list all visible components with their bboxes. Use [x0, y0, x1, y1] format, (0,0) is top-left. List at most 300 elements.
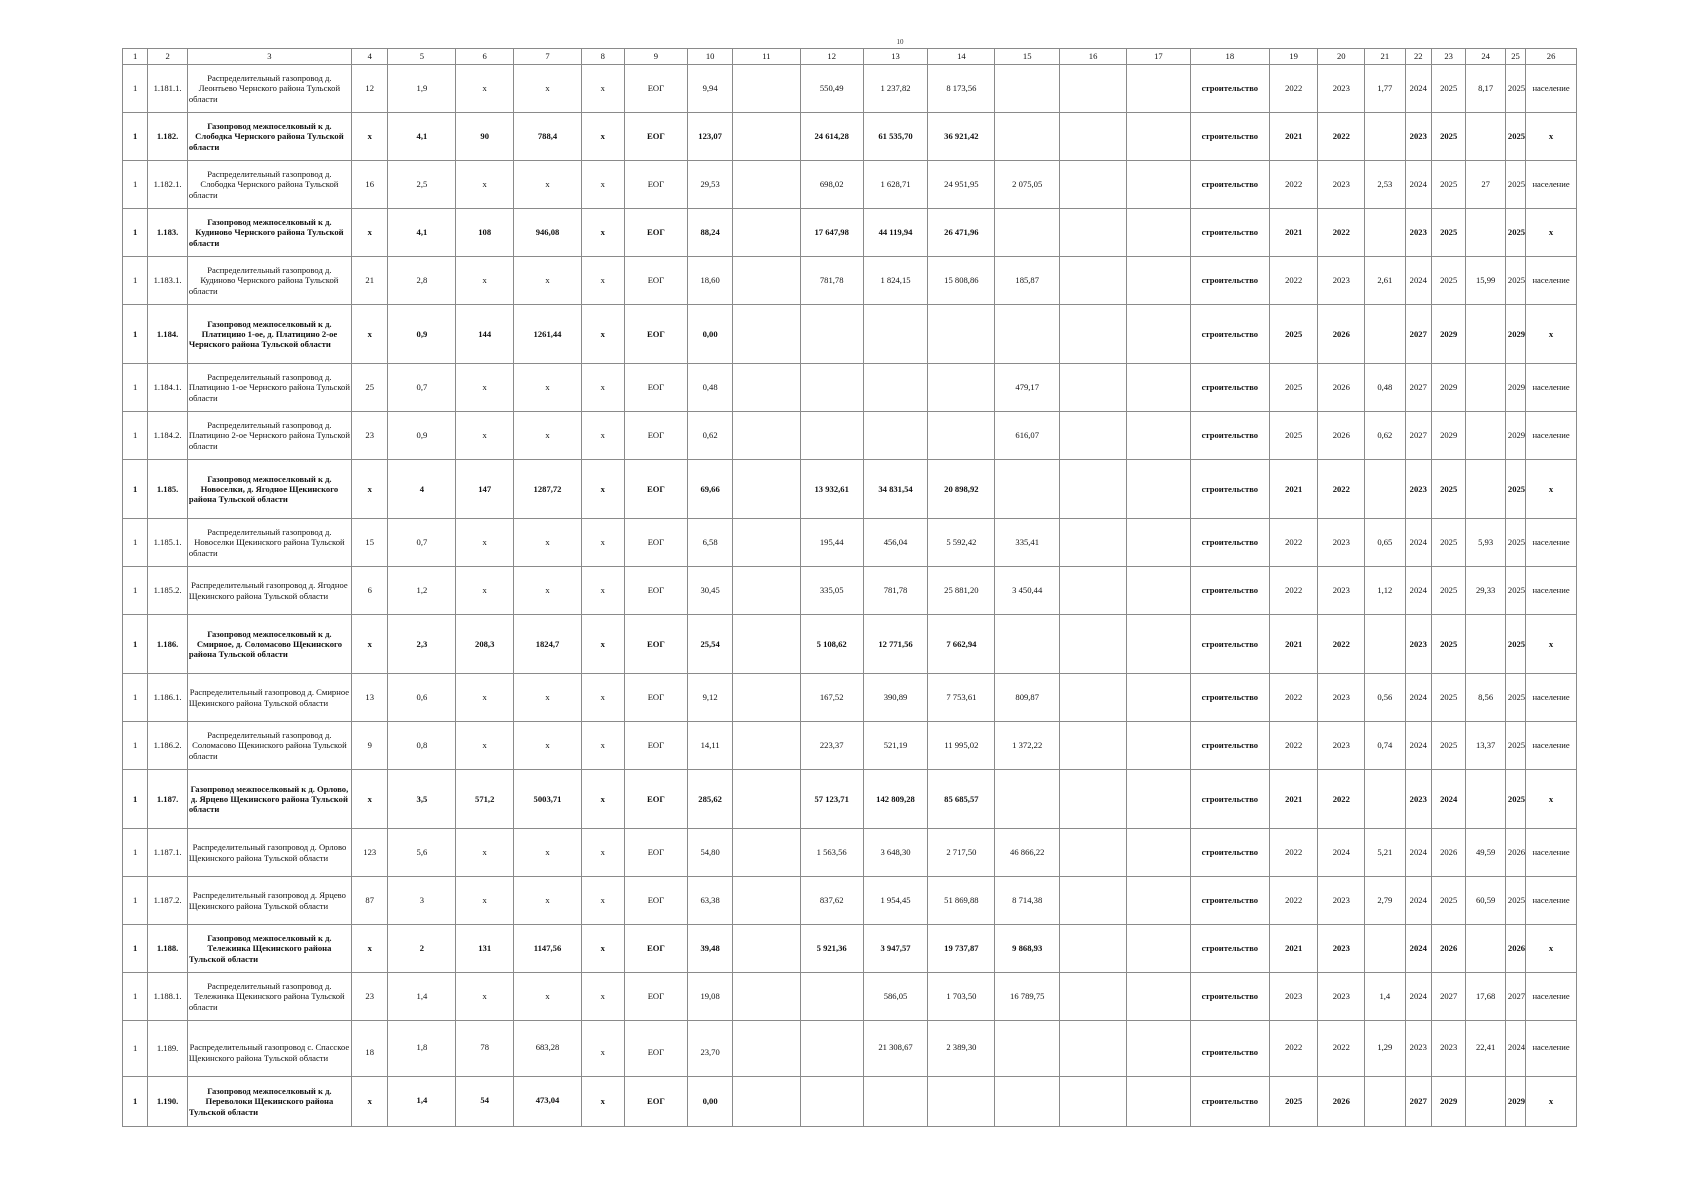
cell-col6-value: х — [456, 877, 514, 925]
cell-object-name: Распределительный газопровод д. Соломасово Щекинского района Тульской области — [187, 722, 351, 770]
cell-col6-value: 54 — [456, 1077, 514, 1127]
cell-cost-2024: 3 450,44 — [995, 567, 1060, 615]
cell-col6-value: х — [456, 65, 514, 113]
pipeline-distribution-row — [123, 519, 1577, 567]
cell-col11-value — [732, 1021, 800, 1077]
cell-col23-year: 2027 — [1431, 973, 1465, 1021]
cell-row-group: 1 — [123, 305, 148, 364]
cell-consumer-type: население — [1526, 973, 1577, 1021]
cell-col7-value: х — [514, 257, 582, 305]
cell-col21-value: 0,48 — [1365, 364, 1406, 412]
cell-total-cost: 9,94 — [688, 65, 733, 113]
cell-object-name: Газопровод межпоселковый к д. Тележинка Щекинского района Тульской области — [187, 925, 351, 973]
cell-object-name: Распределительный газопровод д. Платицино 2-ое Чернского района Тульской области — [187, 412, 351, 460]
cell-col21-value — [1365, 770, 1406, 829]
cell-col23-year: 2029 — [1431, 305, 1465, 364]
column-header: 1 — [123, 49, 148, 65]
cell-col16-value — [1060, 925, 1127, 973]
cell-start-year: 2025 — [1269, 364, 1318, 412]
cell-object-name: Распределительный газопровод д. Ярцево Щекинского района Тульской области — [187, 877, 351, 925]
cell-work-type: строительство — [1190, 209, 1269, 257]
column-header: 7 — [514, 49, 582, 65]
cell-col17-value — [1127, 412, 1191, 460]
cell-col5-value: 0,6 — [388, 674, 456, 722]
cell-cost-2024 — [995, 65, 1060, 113]
pipeline-distribution-row — [123, 364, 1577, 412]
cell-col25-year: 2025 — [1505, 113, 1525, 161]
cell-item-number: 1.183. — [148, 209, 188, 257]
cell-end-year: 2022 — [1318, 1021, 1365, 1077]
cell-col22-year: 2024 — [1405, 877, 1431, 925]
cell-consumer-type: население — [1526, 567, 1577, 615]
cell-consumer-type: х — [1526, 209, 1577, 257]
cell-col17-value — [1127, 829, 1191, 877]
cell-work-type: строительство — [1190, 460, 1269, 519]
cell-cost-2021: 24 614,28 — [800, 113, 863, 161]
cell-length-value: 6 — [351, 567, 387, 615]
pipeline-distribution-row — [123, 1021, 1577, 1077]
cell-col17-value — [1127, 722, 1191, 770]
cell-total-cost: 123,07 — [688, 113, 733, 161]
cell-cost-2022 — [863, 412, 928, 460]
cell-total-cost: 54,80 — [688, 829, 733, 877]
cell-col16-value — [1060, 364, 1127, 412]
cell-cost-2022 — [863, 1077, 928, 1127]
cell-length-value: 13 — [351, 674, 387, 722]
cell-cost-2021 — [800, 412, 863, 460]
cell-col6-value: х — [456, 161, 514, 209]
cell-col5-value: 2,8 — [388, 257, 456, 305]
cell-row-group: 1 — [123, 829, 148, 877]
cell-col25-year: 2025 — [1505, 567, 1525, 615]
cell-col21-value — [1365, 615, 1406, 674]
cell-object-name: Газопровод межпоселковый к д. Слободка Чернского района Тульской области — [187, 113, 351, 161]
cell-col7-value: х — [514, 161, 582, 209]
cell-end-year: 2026 — [1318, 412, 1365, 460]
cell-col11-value — [732, 829, 800, 877]
cell-col7-value: 473,04 — [514, 1077, 582, 1127]
column-header: 2 — [148, 49, 188, 65]
cell-object-name: Газопровод межпоселковый к д. Переволоки Щекинского района Тульской области — [187, 1077, 351, 1127]
cell-funding-source: ЕОГ — [624, 113, 688, 161]
cell-work-type: строительство — [1190, 519, 1269, 567]
cell-length-value: х — [351, 770, 387, 829]
cell-object-name: Распределительный газопровод д. Новоселки Щекинского района Тульской области — [187, 519, 351, 567]
cell-work-type: строительство — [1190, 770, 1269, 829]
cell-length-value: 12 — [351, 65, 387, 113]
cell-col8-value: х — [581, 1077, 624, 1127]
pipeline-distribution-row — [123, 674, 1577, 722]
cell-col7-value: х — [514, 412, 582, 460]
cell-end-year: 2022 — [1318, 615, 1365, 674]
cell-consumer-type: население — [1526, 257, 1577, 305]
cell-end-year: 2023 — [1318, 257, 1365, 305]
cell-length-value: 18 — [351, 1021, 387, 1077]
cell-col17-value — [1127, 567, 1191, 615]
cell-col5-value: 3 — [388, 877, 456, 925]
cell-col24-value — [1466, 305, 1506, 364]
cell-col23-year: 2025 — [1431, 257, 1465, 305]
cell-col23-year: 2025 — [1431, 209, 1465, 257]
cell-start-year: 2022 — [1269, 722, 1318, 770]
cell-row-group: 1 — [123, 674, 148, 722]
cell-length-value: 25 — [351, 364, 387, 412]
cell-start-year: 2021 — [1269, 925, 1318, 973]
cell-col16-value — [1060, 973, 1127, 1021]
cell-funding-source: ЕОГ — [624, 1021, 688, 1077]
cell-col21-value: 1,29 — [1365, 1021, 1406, 1077]
cell-col5-value: 3,5 — [388, 770, 456, 829]
cell-col16-value — [1060, 209, 1127, 257]
cell-col23-year: 2025 — [1431, 567, 1465, 615]
table-body — [123, 49, 1577, 1127]
cell-col7-value: 5003,71 — [514, 770, 582, 829]
pipeline-distribution-row — [123, 877, 1577, 925]
cell-start-year: 2021 — [1269, 770, 1318, 829]
cell-col23-year: 2025 — [1431, 674, 1465, 722]
cell-row-group: 1 — [123, 1077, 148, 1127]
column-header: 26 — [1526, 49, 1577, 65]
cell-col17-value — [1127, 973, 1191, 1021]
cell-item-number: 1.186.1. — [148, 674, 188, 722]
cell-length-value: х — [351, 305, 387, 364]
cell-col22-year: 2023 — [1405, 1021, 1431, 1077]
cell-col25-year: 2025 — [1505, 257, 1525, 305]
column-header: 6 — [456, 49, 514, 65]
cell-item-number: 1.185.1. — [148, 519, 188, 567]
cell-funding-source: ЕОГ — [624, 973, 688, 1021]
cell-length-value: х — [351, 925, 387, 973]
cell-cost-2024: 9 868,93 — [995, 925, 1060, 973]
cell-col5-value: 2 — [388, 925, 456, 973]
cell-col11-value — [732, 567, 800, 615]
cell-col11-value — [732, 877, 800, 925]
cell-row-group: 1 — [123, 113, 148, 161]
cell-col22-year: 2024 — [1405, 973, 1431, 1021]
cell-col25-year: 2029 — [1505, 1077, 1525, 1127]
cell-item-number: 1.183.1. — [148, 257, 188, 305]
cell-col23-year: 2029 — [1431, 364, 1465, 412]
cell-col24-value: 8,56 — [1466, 674, 1506, 722]
cell-start-year: 2022 — [1269, 161, 1318, 209]
cell-length-value: 87 — [351, 877, 387, 925]
cell-end-year: 2024 — [1318, 829, 1365, 877]
pipeline-main-row — [123, 113, 1577, 161]
cell-col8-value: х — [581, 973, 624, 1021]
cell-funding-source: ЕОГ — [624, 460, 688, 519]
cell-object-name: Газопровод межпоселковый к д. Орлово, д. Ярцево Щекинского района Тульской области — [187, 770, 351, 829]
cell-col5-value: 0,9 — [388, 305, 456, 364]
cell-total-cost: 69,66 — [688, 460, 733, 519]
cell-funding-source: ЕОГ — [624, 925, 688, 973]
cell-cost-2023: 7 662,94 — [928, 615, 995, 674]
cell-col7-value: х — [514, 65, 582, 113]
cell-total-cost: 9,12 — [688, 674, 733, 722]
cell-cost-2022: 586,05 — [863, 973, 928, 1021]
cell-col5-value: 2,5 — [388, 161, 456, 209]
cell-col11-value — [732, 770, 800, 829]
cell-object-name: Распределительный газопровод с. Спасское Щекинского района Тульской области — [187, 1021, 351, 1077]
cell-funding-source: ЕОГ — [624, 722, 688, 770]
cell-col22-year: 2023 — [1405, 770, 1431, 829]
cell-col16-value — [1060, 877, 1127, 925]
pipeline-distribution-row — [123, 567, 1577, 615]
cell-col17-value — [1127, 1021, 1191, 1077]
cell-cost-2024: 809,87 — [995, 674, 1060, 722]
cell-funding-source: ЕОГ — [624, 519, 688, 567]
cell-cost-2024: 2 075,05 — [995, 161, 1060, 209]
cell-length-value: х — [351, 209, 387, 257]
cell-col22-year: 2024 — [1405, 567, 1431, 615]
cell-cost-2021 — [800, 305, 863, 364]
pipeline-distribution-row — [123, 412, 1577, 460]
cell-total-cost: 285,62 — [688, 770, 733, 829]
cell-col21-value: 2,61 — [1365, 257, 1406, 305]
cell-col24-value — [1466, 113, 1506, 161]
column-header: 19 — [1269, 49, 1318, 65]
cell-cost-2021: 17 647,98 — [800, 209, 863, 257]
cell-cost-2023: 7 753,61 — [928, 674, 995, 722]
cell-col11-value — [732, 161, 800, 209]
cell-col6-value: х — [456, 722, 514, 770]
cell-total-cost: 30,45 — [688, 567, 733, 615]
cell-item-number: 1.188.1. — [148, 973, 188, 1021]
cell-item-number: 1.190. — [148, 1077, 188, 1127]
cell-col8-value: х — [581, 460, 624, 519]
cell-col21-value: 1,77 — [1365, 65, 1406, 113]
cell-col8-value: х — [581, 113, 624, 161]
column-header: 8 — [581, 49, 624, 65]
cell-item-number: 1.184.1. — [148, 364, 188, 412]
cell-work-type: строительство — [1190, 674, 1269, 722]
cell-col22-year: 2023 — [1405, 460, 1431, 519]
column-header: 13 — [863, 49, 928, 65]
cell-col7-value: 1287,72 — [514, 460, 582, 519]
cell-end-year: 2022 — [1318, 113, 1365, 161]
cell-start-year: 2023 — [1269, 973, 1318, 1021]
cell-cost-2022: 21 308,67 — [863, 1021, 928, 1077]
cell-consumer-type: население — [1526, 364, 1577, 412]
cell-col22-year: 2024 — [1405, 65, 1431, 113]
cell-col8-value: х — [581, 412, 624, 460]
cell-col6-value: х — [456, 567, 514, 615]
cell-start-year: 2022 — [1269, 877, 1318, 925]
cell-col5-value: 1,2 — [388, 567, 456, 615]
cell-col11-value — [732, 412, 800, 460]
cell-cost-2024 — [995, 1021, 1060, 1077]
cell-cost-2021: 1 563,56 — [800, 829, 863, 877]
cell-col16-value — [1060, 257, 1127, 305]
cell-item-number: 1.185.2. — [148, 567, 188, 615]
cell-object-name: Газопровод межпоселковый к д. Платицино 1-ое, д. Платицино 2-ое Чернского района Тульской области — [187, 305, 351, 364]
cell-col7-value: 1824,7 — [514, 615, 582, 674]
cell-col5-value: 5,6 — [388, 829, 456, 877]
cell-consumer-type: х — [1526, 770, 1577, 829]
column-header: 5 — [388, 49, 456, 65]
cell-col8-value: х — [581, 65, 624, 113]
cell-consumer-type: население — [1526, 674, 1577, 722]
cell-row-group: 1 — [123, 364, 148, 412]
pipeline-distribution-row — [123, 161, 1577, 209]
cell-consumer-type: население — [1526, 519, 1577, 567]
cell-col8-value: х — [581, 257, 624, 305]
cell-col11-value — [732, 364, 800, 412]
column-header: 10 — [688, 49, 733, 65]
cell-col22-year: 2027 — [1405, 412, 1431, 460]
cell-col24-value — [1466, 209, 1506, 257]
cell-work-type: строительство — [1190, 567, 1269, 615]
cell-cost-2023: 36 921,42 — [928, 113, 995, 161]
pipeline-distribution-row — [123, 829, 1577, 877]
cell-cost-2024: 479,17 — [995, 364, 1060, 412]
cell-end-year: 2023 — [1318, 877, 1365, 925]
cell-cost-2024 — [995, 615, 1060, 674]
cell-start-year: 2022 — [1269, 519, 1318, 567]
cell-object-name: Распределительный газопровод д. Смирное Щекинского района Тульской области — [187, 674, 351, 722]
cell-col16-value — [1060, 567, 1127, 615]
cell-cost-2023: 26 471,96 — [928, 209, 995, 257]
cell-cost-2023: 85 685,57 — [928, 770, 995, 829]
column-header: 11 — [732, 49, 800, 65]
cell-col25-year: 2025 — [1505, 460, 1525, 519]
cell-funding-source: ЕОГ — [624, 829, 688, 877]
cell-cost-2023: 5 592,42 — [928, 519, 995, 567]
cell-consumer-type: х — [1526, 1077, 1577, 1127]
cell-col11-value — [732, 257, 800, 305]
cell-object-name: Распределительный газопровод д. Слободка Чернского района Тульской области — [187, 161, 351, 209]
cell-object-name: Распределительный газопровод д. Платицино 1-ое Чернского района Тульской области — [187, 364, 351, 412]
cell-col7-value: х — [514, 722, 582, 770]
pipeline-main-row — [123, 305, 1577, 364]
cell-col6-value: 147 — [456, 460, 514, 519]
cell-col21-value: 0,56 — [1365, 674, 1406, 722]
cell-work-type: строительство — [1190, 113, 1269, 161]
cell-cost-2022: 1 237,82 — [863, 65, 928, 113]
cell-col8-value: х — [581, 829, 624, 877]
pipeline-distribution-row — [123, 65, 1577, 113]
cell-item-number: 1.182.1. — [148, 161, 188, 209]
cell-cost-2024 — [995, 1077, 1060, 1127]
pipeline-distribution-row — [123, 722, 1577, 770]
cell-col23-year: 2025 — [1431, 460, 1465, 519]
cell-total-cost: 25,54 — [688, 615, 733, 674]
cell-col5-value: 1,4 — [388, 973, 456, 1021]
cell-total-cost: 14,11 — [688, 722, 733, 770]
cell-cost-2024 — [995, 113, 1060, 161]
cell-funding-source: ЕОГ — [624, 65, 688, 113]
cell-funding-source: ЕОГ — [624, 674, 688, 722]
cell-funding-source: ЕОГ — [624, 1077, 688, 1127]
cell-start-year: 2022 — [1269, 674, 1318, 722]
cell-length-value: х — [351, 1077, 387, 1127]
cell-col24-value — [1466, 460, 1506, 519]
cell-col24-value: 5,93 — [1466, 519, 1506, 567]
cell-cost-2023 — [928, 412, 995, 460]
cell-consumer-type: население — [1526, 829, 1577, 877]
cell-col8-value: х — [581, 364, 624, 412]
cell-end-year: 2023 — [1318, 925, 1365, 973]
cell-item-number: 1.185. — [148, 460, 188, 519]
column-header: 3 — [187, 49, 351, 65]
cell-col17-value — [1127, 1077, 1191, 1127]
cell-cost-2022: 390,89 — [863, 674, 928, 722]
cell-length-value: 123 — [351, 829, 387, 877]
cell-end-year: 2023 — [1318, 65, 1365, 113]
cell-col21-value — [1365, 113, 1406, 161]
cell-col5-value: 0,7 — [388, 519, 456, 567]
cell-col16-value — [1060, 161, 1127, 209]
cell-col8-value: х — [581, 567, 624, 615]
cell-col23-year: 2025 — [1431, 877, 1465, 925]
cell-cost-2023: 51 869,88 — [928, 877, 995, 925]
cell-funding-source: ЕОГ — [624, 615, 688, 674]
cell-col21-value: 0,62 — [1365, 412, 1406, 460]
cell-col6-value: 144 — [456, 305, 514, 364]
cell-cost-2022: 3 947,57 — [863, 925, 928, 973]
cell-total-cost: 0,62 — [688, 412, 733, 460]
cell-cost-2022: 3 648,30 — [863, 829, 928, 877]
column-header: 15 — [995, 49, 1060, 65]
cell-item-number: 1.189. — [148, 1021, 188, 1077]
column-header: 12 — [800, 49, 863, 65]
cell-item-number: 1.181.1. — [148, 65, 188, 113]
cell-cost-2021: 5 108,62 — [800, 615, 863, 674]
cell-col25-year: 2025 — [1505, 770, 1525, 829]
cell-col6-value: 108 — [456, 209, 514, 257]
cell-cost-2023: 15 808,86 — [928, 257, 995, 305]
cell-col11-value — [732, 722, 800, 770]
cell-cost-2021: 335,05 — [800, 567, 863, 615]
cell-col24-value: 60,59 — [1466, 877, 1506, 925]
column-number-row — [123, 49, 1577, 65]
cell-col17-value — [1127, 460, 1191, 519]
cell-object-name: Распределительный газопровод д. Ягодное Щекинского района Тульской области — [187, 567, 351, 615]
cell-consumer-type: население — [1526, 65, 1577, 113]
cell-item-number: 1.187.1. — [148, 829, 188, 877]
cell-col16-value — [1060, 1021, 1127, 1077]
cell-col22-year: 2023 — [1405, 209, 1431, 257]
cell-col6-value: х — [456, 829, 514, 877]
cell-funding-source: ЕОГ — [624, 770, 688, 829]
cell-item-number: 1.186. — [148, 615, 188, 674]
cell-cost-2023: 19 737,87 — [928, 925, 995, 973]
cell-col24-value: 27 — [1466, 161, 1506, 209]
cell-end-year: 2022 — [1318, 460, 1365, 519]
cell-work-type: строительство — [1190, 973, 1269, 1021]
cell-item-number: 1.187.2. — [148, 877, 188, 925]
cell-col11-value — [732, 615, 800, 674]
cell-col11-value — [732, 113, 800, 161]
cell-consumer-type: х — [1526, 615, 1577, 674]
cell-col5-value: 4,1 — [388, 113, 456, 161]
cell-col17-value — [1127, 305, 1191, 364]
cell-start-year: 2022 — [1269, 257, 1318, 305]
cell-col16-value — [1060, 829, 1127, 877]
cell-col8-value: х — [581, 305, 624, 364]
cell-cost-2024 — [995, 209, 1060, 257]
cell-col7-value: х — [514, 364, 582, 412]
cell-col25-year: 2024 — [1505, 1021, 1525, 1077]
cell-total-cost: 29,53 — [688, 161, 733, 209]
cell-item-number: 1.186.2. — [148, 722, 188, 770]
cell-col21-value: 0,74 — [1365, 722, 1406, 770]
cell-work-type: строительство — [1190, 1077, 1269, 1127]
cell-col16-value — [1060, 1077, 1127, 1127]
column-header: 23 — [1431, 49, 1465, 65]
cell-funding-source: ЕОГ — [624, 364, 688, 412]
cell-row-group: 1 — [123, 519, 148, 567]
cell-col21-value: 1,12 — [1365, 567, 1406, 615]
